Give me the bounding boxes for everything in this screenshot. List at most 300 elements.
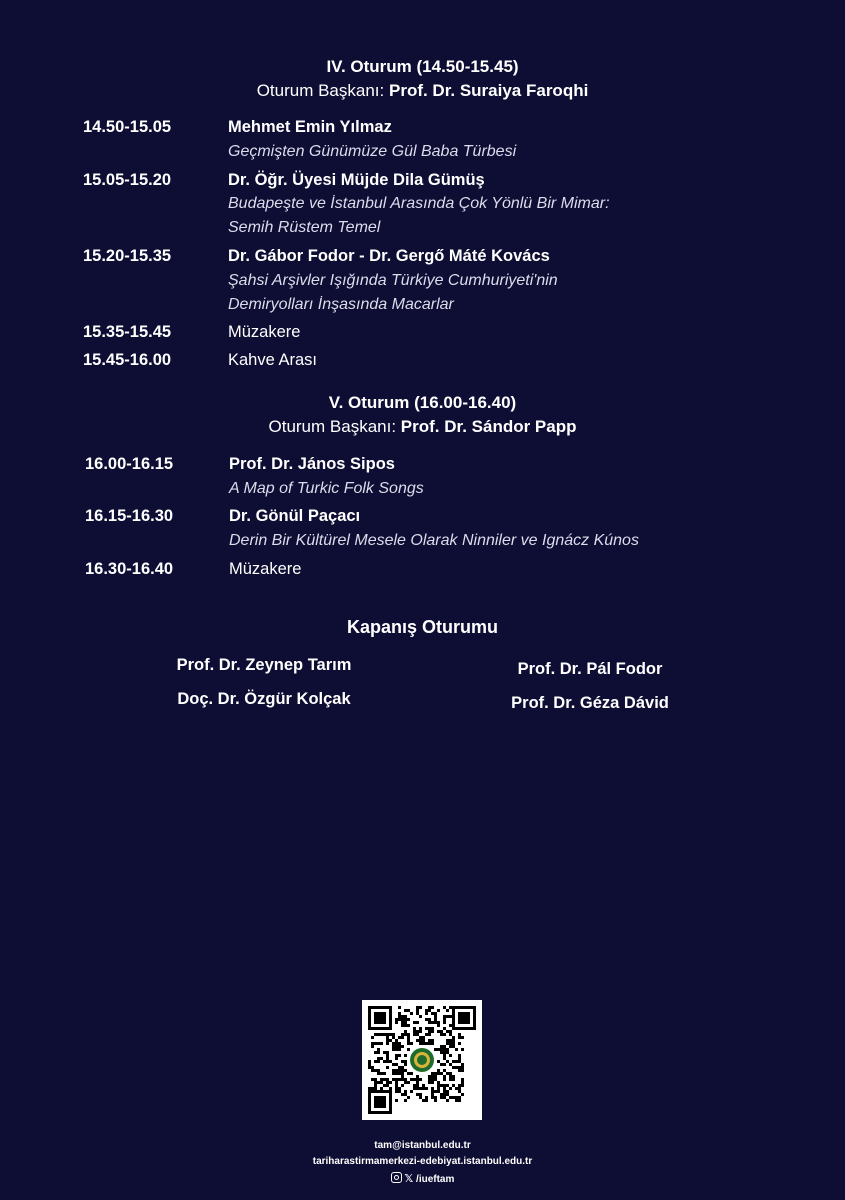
time-slot: 15.20-15.35 — [83, 247, 172, 265]
qr-module — [446, 1093, 449, 1096]
qr-module — [449, 1045, 452, 1048]
qr-module — [425, 1099, 428, 1102]
qr-module — [452, 1096, 455, 1099]
qr-module — [461, 1036, 464, 1039]
qr-module — [425, 1033, 428, 1036]
qr-module — [440, 1063, 443, 1066]
qr-module — [416, 1075, 419, 1078]
qr-module — [407, 1039, 410, 1042]
qr-module — [458, 1066, 461, 1069]
qr-module — [449, 1006, 452, 1009]
qr-module — [416, 1012, 419, 1015]
qr-module — [416, 1033, 419, 1036]
qr-module — [440, 1093, 443, 1096]
closing-participant: Prof. Dr. Pál Fodor — [517, 660, 663, 678]
qr-module — [398, 1072, 401, 1075]
qr-module — [389, 1033, 392, 1036]
qr-module — [401, 1075, 404, 1078]
qr-module — [416, 1078, 419, 1081]
talk-title: Geçmişten Günümüze Gül Baba Türbesi — [228, 143, 517, 160]
qr-module — [374, 1042, 377, 1045]
qr-module — [443, 1057, 446, 1060]
qr-module — [401, 1072, 404, 1075]
qr-module — [428, 1078, 431, 1081]
qr-module — [401, 1066, 404, 1069]
qr-module — [401, 1018, 404, 1021]
qr-module — [404, 1024, 407, 1027]
qr-module — [374, 1087, 377, 1090]
qr-module — [410, 1078, 413, 1081]
time-slot: 15.45-16.00 — [83, 351, 172, 369]
session-5-title: V. Oturum (16.00-16.40) — [328, 393, 517, 412]
qr-module — [413, 1027, 416, 1030]
qr-module — [419, 1096, 422, 1099]
qr-module — [404, 1078, 407, 1081]
chair-name: Prof. Dr. Sándor Papp — [400, 417, 577, 436]
qr-module — [395, 1063, 398, 1066]
qr-module — [425, 1042, 428, 1045]
qr-module — [374, 1084, 377, 1087]
qr-module — [455, 1066, 458, 1069]
qr-module — [416, 1039, 419, 1042]
qr-module — [380, 1042, 383, 1045]
qr-module — [419, 1042, 422, 1045]
qr-module — [368, 1066, 371, 1069]
qr-module — [389, 1060, 392, 1063]
qr-module — [443, 1069, 446, 1072]
qr-module — [401, 1015, 404, 1018]
qr-module — [407, 1096, 410, 1099]
qr-module — [458, 1090, 461, 1093]
qr-module — [386, 1051, 389, 1054]
qr-module — [455, 1048, 458, 1051]
qr-module — [401, 1036, 404, 1039]
qr-module — [461, 1093, 464, 1096]
time-slot: 16.30-16.40 — [85, 560, 174, 578]
qr-module — [443, 1018, 446, 1021]
qr-module — [368, 1063, 371, 1066]
qr-module — [446, 1051, 449, 1054]
qr-module — [398, 1054, 401, 1057]
qr-module — [371, 1045, 374, 1048]
qr-module — [374, 1060, 377, 1063]
qr-module — [452, 1045, 455, 1048]
qr-module — [419, 1039, 422, 1042]
session-4-chair — [0, 81, 845, 101]
qr-module — [434, 1096, 437, 1099]
qr-module — [443, 1033, 446, 1036]
qr-module — [380, 1087, 383, 1090]
qr-module — [452, 1042, 455, 1045]
qr-module — [452, 1036, 455, 1039]
qr-module — [431, 1093, 434, 1096]
qr-module — [446, 1042, 449, 1045]
qr-module — [386, 1060, 389, 1063]
qr-module — [437, 1024, 440, 1027]
qr-module — [455, 1060, 458, 1063]
qr-module — [461, 1063, 464, 1066]
footer-email[interactable]: tam@istanbul.edu.tr — [374, 1140, 471, 1151]
qr-module — [425, 1018, 428, 1021]
qr-module — [446, 1009, 449, 1012]
qr-module — [371, 1087, 374, 1090]
x-icon[interactable]: 𝕏 — [404, 1173, 414, 1185]
qr-module — [461, 1084, 464, 1087]
qr-module — [395, 1057, 398, 1060]
qr-module — [434, 1012, 437, 1015]
qr-module — [449, 1063, 452, 1066]
qr-module — [461, 1066, 464, 1069]
qr-module — [434, 1078, 437, 1081]
qr-module — [404, 1063, 407, 1066]
talk-title: Derin Bir Kültürel Mesele Olarak Ninniler ve Ignácz Kúnos — [229, 532, 639, 549]
time-slot: 15.35-15.45 — [83, 323, 172, 341]
qr-module — [449, 1030, 452, 1033]
qr-module — [458, 1042, 461, 1045]
qr-module — [383, 1072, 386, 1075]
qr-module — [398, 1006, 401, 1009]
qr-module — [443, 1006, 446, 1009]
qr-module — [386, 1054, 389, 1057]
qr-module — [398, 1018, 401, 1021]
qr-module — [416, 1087, 419, 1090]
qr-module — [434, 1018, 437, 1021]
qr-module — [398, 1069, 401, 1072]
qr-module — [452, 1066, 455, 1069]
qr-module — [458, 1036, 461, 1039]
qr-module — [404, 1018, 407, 1021]
qr-module — [389, 1081, 392, 1084]
qr-module — [431, 1006, 434, 1009]
discussion-label: Müzakere — [228, 323, 301, 341]
talk-title-continued: Demiryolları İnşasında Macarlar — [228, 296, 454, 313]
qr-module — [416, 1009, 419, 1012]
time-slot: 16.15-16.30 — [85, 507, 174, 525]
qr-module — [437, 1048, 440, 1051]
qr-module — [422, 1042, 425, 1045]
qr-module — [395, 1021, 398, 1024]
qr-module — [431, 1042, 434, 1045]
time-slot: 15.05-15.20 — [83, 171, 172, 189]
qr-module — [398, 1087, 401, 1090]
qr-module — [428, 1018, 431, 1021]
qr-module — [431, 1012, 434, 1015]
qr-module — [374, 1069, 377, 1072]
discussion-label: Müzakere — [229, 560, 302, 578]
qr-module — [455, 1096, 458, 1099]
qr-module — [449, 1075, 452, 1078]
qr-module — [386, 1057, 389, 1060]
qr-module — [434, 1099, 437, 1102]
footer-website[interactable]: tariharastirmamerkezi-edebiyat.istanbul.edu.tr — [312, 1156, 533, 1167]
qr-module — [443, 1096, 446, 1099]
qr-module — [446, 1048, 449, 1051]
qr-module — [449, 1096, 452, 1099]
qr-module — [440, 1045, 443, 1048]
qr-module — [458, 1096, 461, 1099]
qr-module — [422, 1084, 425, 1087]
speaker-name: Mehmet Emin Yılmaz — [228, 118, 392, 136]
qr-module — [434, 1015, 437, 1018]
qr-module — [449, 1054, 452, 1057]
session-4-title: IV. Oturum (14.50-15.45) — [326, 57, 519, 76]
qr-module — [443, 1048, 446, 1051]
qr-module — [395, 1087, 398, 1090]
qr-module — [431, 1039, 434, 1042]
qr-module — [392, 1048, 395, 1051]
qr-module — [389, 1039, 392, 1042]
talk-title: Şahsi Arşivler Işığında Türkiye Cumhuriyeti'nin — [228, 272, 558, 289]
qr-module — [458, 1084, 461, 1087]
qr-module — [377, 1069, 380, 1072]
qr-module — [434, 1090, 437, 1093]
qr-module — [449, 1078, 452, 1081]
qr-module — [398, 1042, 401, 1045]
qr-module — [404, 1033, 407, 1036]
qr-module — [395, 1099, 398, 1102]
qr-module — [443, 1015, 446, 1018]
qr-module — [395, 1081, 398, 1084]
qr-module — [401, 1078, 404, 1081]
qr-module — [446, 1039, 449, 1042]
qr-module — [395, 1048, 398, 1051]
qr-module — [383, 1078, 386, 1081]
chair-name: Prof. Dr. Suraiya Faroqhi — [388, 81, 589, 100]
qr-module — [446, 1030, 449, 1033]
closing-participant: Prof. Dr. Géza Dávid — [511, 694, 669, 712]
qr-module — [431, 1081, 434, 1084]
qr-module — [410, 1072, 413, 1075]
qr-module — [440, 1084, 443, 1087]
qr-module — [449, 1039, 452, 1042]
qr-module — [371, 1069, 374, 1072]
qr-module — [407, 1024, 410, 1027]
qr-module — [413, 1033, 416, 1036]
qr-module — [461, 1048, 464, 1051]
time-slot: 16.00-16.15 — [85, 455, 174, 473]
talk-title-continued: Semih Rüstem Temel — [228, 219, 381, 236]
speaker-name: Dr. Öğr. Üyesi Müjde Dila Gümüş — [228, 171, 485, 189]
qr-module — [425, 1087, 428, 1090]
qr-module — [407, 1048, 410, 1051]
qr-module — [377, 1033, 380, 1036]
qr-module — [440, 1030, 443, 1033]
qr-module — [395, 1069, 398, 1072]
social-handle[interactable]: /iueftam — [416, 1174, 455, 1185]
qr-module — [440, 1096, 443, 1099]
qr-module — [395, 1072, 398, 1075]
qr-module — [419, 1078, 422, 1081]
qr-module — [395, 1018, 398, 1021]
qr-module — [383, 1051, 386, 1054]
qr-module — [431, 1090, 434, 1093]
qr-module — [407, 1036, 410, 1039]
qr-module — [437, 1090, 440, 1093]
qr-module — [377, 1042, 380, 1045]
qr-module — [398, 1012, 401, 1015]
qr-module — [398, 1078, 401, 1081]
qr-module — [455, 1087, 458, 1090]
qr-module — [413, 1021, 416, 1024]
qr-module — [395, 1039, 398, 1042]
qr-module — [428, 1039, 431, 1042]
qr-module — [428, 1006, 431, 1009]
qr-module — [449, 1042, 452, 1045]
qr-module — [410, 1012, 413, 1015]
qr-module — [440, 1072, 443, 1075]
qr-module — [377, 1081, 380, 1084]
qr-module — [404, 1009, 407, 1012]
qr-module — [389, 1087, 392, 1090]
qr-module — [386, 1078, 389, 1081]
speaker-name: Dr. Gábor Fodor - Dr. Gergő Máté Kovács — [228, 247, 550, 265]
qr-module — [401, 1069, 404, 1072]
qr-module — [443, 1090, 446, 1093]
qr-module — [392, 1069, 395, 1072]
qr-module — [434, 1075, 437, 1078]
qr-module — [407, 1018, 410, 1021]
qr-module — [404, 1099, 407, 1102]
qr-module — [449, 1024, 452, 1027]
closing-participant: Doç. Dr. Özgür Kolçak — [177, 690, 351, 708]
qr-module — [443, 1087, 446, 1090]
qr-module — [449, 1072, 452, 1075]
qr-module — [428, 1021, 431, 1024]
qr-module — [452, 1075, 455, 1078]
qr-module — [431, 1078, 434, 1081]
qr-module — [428, 1042, 431, 1045]
time-slot: 14.50-15.05 — [83, 118, 172, 136]
qr-module — [458, 1087, 461, 1090]
qr-module — [440, 1048, 443, 1051]
qr-module — [410, 1042, 413, 1045]
qr-module — [416, 1081, 419, 1084]
qr-module — [371, 1066, 374, 1069]
qr-module — [443, 1075, 446, 1078]
qr-module — [392, 1045, 395, 1048]
qr-module — [461, 1081, 464, 1084]
session-5-chair — [0, 417, 845, 437]
qr-module — [425, 1096, 428, 1099]
qr-module — [404, 1093, 407, 1096]
qr-module — [413, 1030, 416, 1033]
speaker-name: Dr. Gönül Paçacı — [229, 507, 361, 525]
qr-module — [368, 1060, 371, 1063]
qr-module — [443, 1063, 446, 1066]
qr-module — [371, 1036, 374, 1039]
qr-module — [428, 1033, 431, 1036]
qr-module — [431, 1087, 434, 1090]
qr-module — [398, 1015, 401, 1018]
qr-module — [419, 1027, 422, 1030]
qr-module — [395, 1084, 398, 1087]
qr-module — [395, 1054, 398, 1057]
qr-module — [374, 1081, 377, 1084]
qr-module — [422, 1036, 425, 1039]
qr-module — [434, 1048, 437, 1051]
qr-module — [377, 1051, 380, 1054]
qr-module — [392, 1078, 395, 1081]
closing-title: Kapanış Oturumu — [346, 617, 498, 637]
qr-module — [434, 1072, 437, 1075]
qr-module — [398, 1045, 401, 1048]
qr-module — [404, 1021, 407, 1024]
qr-module — [380, 1072, 383, 1075]
qr-code — [362, 1000, 482, 1120]
qr-module — [377, 1057, 380, 1060]
qr-module — [443, 1027, 446, 1030]
qr-module — [371, 1042, 374, 1045]
qr-module — [446, 1015, 449, 1018]
footer-social — [0, 1172, 845, 1185]
qr-module — [449, 1015, 452, 1018]
qr-module — [419, 1006, 422, 1009]
qr-module — [416, 1084, 419, 1087]
qr-module — [398, 1090, 401, 1093]
qr-module — [452, 1039, 455, 1042]
qr-module — [437, 1021, 440, 1024]
instagram-icon[interactable] — [391, 1172, 402, 1183]
qr-module — [398, 1066, 401, 1069]
qr-module — [437, 1072, 440, 1075]
qr-module — [380, 1057, 383, 1060]
qr-module — [419, 1036, 422, 1039]
qr-module — [446, 1072, 449, 1075]
qr-module — [431, 1075, 434, 1078]
talk-title: Budapeşte ve İstanbul Arasında Çok Yönlü Bir Mimar: — [228, 195, 610, 212]
qr-module — [443, 1093, 446, 1096]
qr-module — [443, 1078, 446, 1081]
qr-module — [437, 1087, 440, 1090]
qr-module — [404, 1069, 407, 1072]
qr-module — [413, 1087, 416, 1090]
qr-module — [434, 1021, 437, 1024]
qr-module — [416, 1006, 419, 1009]
qr-module — [422, 1039, 425, 1042]
qr-module — [428, 1081, 431, 1084]
qr-module — [383, 1084, 386, 1087]
qr-module — [395, 1042, 398, 1045]
talk-title: A Map of Turkic Folk Songs — [229, 480, 424, 497]
coffee-break-label: Kahve Arası — [228, 351, 317, 369]
qr-module — [431, 1030, 434, 1033]
qr-module — [422, 1087, 425, 1090]
qr-module — [386, 1039, 389, 1042]
chair-label: Oturum Başkanı: — [256, 81, 385, 100]
qr-code-pattern — [362, 1000, 482, 1120]
qr-module — [401, 1024, 404, 1027]
qr-module — [374, 1033, 377, 1036]
qr-module — [446, 1060, 449, 1063]
qr-module — [392, 1042, 395, 1045]
qr-module — [443, 1084, 446, 1087]
qr-module — [419, 1015, 422, 1018]
qr-module — [425, 1012, 428, 1015]
qr-module — [437, 1084, 440, 1087]
qr-module — [413, 1084, 416, 1087]
qr-module — [452, 1078, 455, 1081]
qr-module — [401, 1045, 404, 1048]
qr-module — [407, 1072, 410, 1075]
qr-module — [386, 1066, 389, 1069]
qr-module — [395, 1090, 398, 1093]
qr-module — [428, 1030, 431, 1033]
qr-module — [374, 1051, 377, 1054]
qr-module — [458, 1099, 461, 1102]
qr-module — [392, 1063, 395, 1066]
qr-module — [404, 1081, 407, 1084]
qr-module — [443, 1051, 446, 1054]
